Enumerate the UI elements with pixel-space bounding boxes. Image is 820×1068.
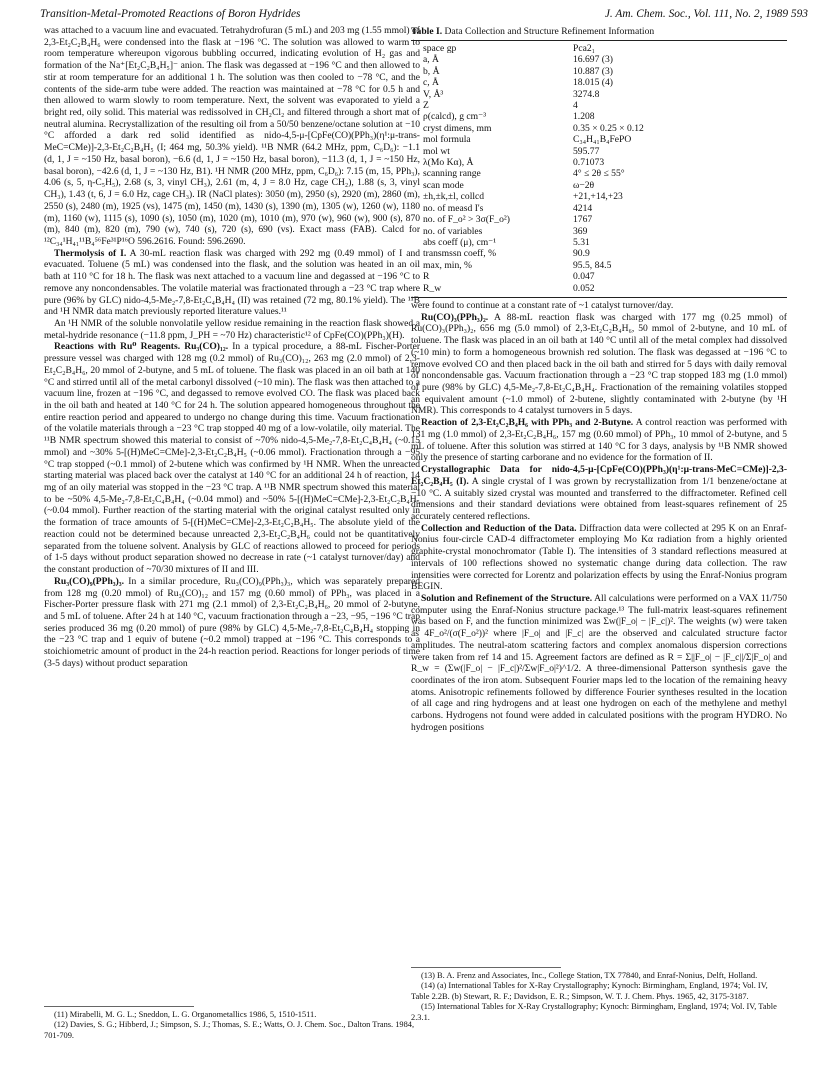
paragraph-heading: Thermolysis of I.	[54, 247, 127, 259]
table-cell-value: 0.047	[573, 271, 595, 283]
table-cell-label: Z	[423, 100, 429, 112]
table-row	[411, 203, 787, 214]
footnote: (13) B. A. Frenz and Associates, Inc., College Station, TX 77840, and Enraf-Nonius, Delft, Holland.	[421, 971, 758, 980]
table-cell-value: 10.887 (3)	[573, 65, 613, 77]
table-cell-value: 90.9	[573, 248, 590, 260]
table-row	[411, 248, 787, 259]
table-caption-label: Table I.	[411, 26, 443, 37]
paragraph-text: A 88-mL reaction flask was charged with 177 mg (0.25 mmol) of Ru(CO)₃(PPh₃)₂, 656 mg (5.0 mmol) of 2,3-Et₂C₂B₄H₆, 50 mmol of 2-butyne, and 10 mL of toluene. The flask was placed in an oil bath at 140 °C until all of the metal complex had dissolved (~10 min) to form a homogeneous brownish red solution. The flask was degassed at −196 °C to remove evolved CO and then placed back in the oil bath and stirred for 5 days with daily removal of noncondensable gas. Vacuum fractionation through a −23 °C trap stopped 183 mg (1.0 mmol) of pure (98% by GLC) 4,5-Me₂-7,8-Et₂C₄B₄H₄. Fractionation of the remaining volatiles stopped an equivalent amount (~1.0 mmol) of 2-butene, slightly contaminated with 2-butyne (by ¹H NMR). This corresponds to 4 catalyst turnovers in 5 days.	[411, 311, 787, 417]
table-cell-label: no. of variables	[423, 225, 483, 237]
table-cell-label: R_w	[423, 282, 442, 294]
table-cell-value: Pca2₁	[573, 43, 595, 54]
paragraph-text: An ¹H NMR of the soluble nonvolatile yellow residue remaining in the reaction flask showed a metal-hydride resonance (−11.8 ppm, J_PH = ~70 Hz) characteristic¹² of CpFe(CO)(PPh₃)(H).	[44, 317, 420, 341]
table-cell-label: max, min, %	[423, 259, 473, 271]
table-cell-label: c, Å	[423, 77, 439, 89]
paragraph-text: All calculations were performed on a VAX 11/750 computer using the Enraf-Nonius structure package.¹³ The full-matrix least-squares refinement was based on F, and the function minimized was Σw(|F_o| − |F_c|)². The weights (w) were taken as 4F_o²/(σ(F_o²))² where |F_o| and |F_c| are the observed and calculated structure factor amplitudes. The neutral-atom scattering factors and complex anomalous dispersion corrections were taken from ref 14 and 15. Agreement factors are defined as R = Σ||F_o| − |F_c||/Σ|F_o| and R_w = (Σw(|F_o| − |F_c|)²/Σw|F_o|²)^1/2. A three-dimensional Patterson synthesis gave the coordinates of the iron atom. Subsequent Fourier maps led to the location of the remaining heavy atoms. Anisotropic refinements followed by difference Fourier syntheses resulted in the location of all cage and ring hydrogens and at least one hydrogen on each of the methylene and methyl carbons. Hydrogens not found were added in calculated positions with the program HYDRO. No hydrogen positions	[411, 592, 787, 733]
table-cell-value: 4	[573, 100, 578, 112]
footnote: (15) International Tables for X-Ray Crystallography; Kynoch: Birmingham, England, 1974; Vol. IV, Table 2.3.1.	[411, 1002, 777, 1022]
table-cell-label: ρ(calcd), g cm⁻³	[423, 111, 487, 123]
running-title: Transition-Metal-Promoted Reactions of Boron Hydrides	[40, 8, 301, 20]
footnote-rule-left	[44, 1006, 194, 1007]
right-column	[411, 300, 787, 734]
paragraph-text: In a typical procedure, a 88-mL Fischer-Porter pressure vessel was charged with 128 mg (0.2 mmol) of Ru₃(CO)₁₂, 263 mg (2.0 mmol) of 2,3-Et₂C₂B₄H₆, 20 mmol of 2-butyne, and 5 mL of toluene. The flask was placed in an oil bath at 140 °C and stirred until all of the metal carbonyl dissolved (~10 min). The flask was then attached to a vacuum line, frozen at −196 °C, and degassed to remove evolved CO. The flask was placed back in the oil bath and heated at 140 °C for 24 h. The solution appeared homogeneous throughout the entire reaction period and appeared to undergo no change during this time. Vacuum fractionation of the volatile materials through a −23 °C trap stopped 40 mg of a low-volatile, oily material. The ¹¹B NMR spectrum showed this material to consist of ~70% nido-4,5-Me₂-7,8-Et₂C₄B₄H₄ (~0.15 mmol) and ~30% 5-[(H)MeC=CMe]-2,3-Et₂C₂B₄H₅ (~0.06 mmol). Fractionation through a −95 °C trap stopped (~0.1 mmol) of 2-butene which was confirmed by ¹H NMR. When the unreacted starting material was placed back over the catalyst at 140 °C for an additional 24 h of reaction, 14 mg of an oily material was stopped in the −23 °C trap. A ¹¹B NMR spectrum showed this material to be ~50% 4,5-Me₂-7,8-Et₂C₄B₄H₄ (~0.04 mmol) and ~50% 5-[(H)MeC=CMe]-2,3-Et₂C₂B₄H₅ (~0.04 mmol). Further reaction of the starting material with the original catalyst resulted only in the formation of trace amounts of 5-[(H)MeC=CMe]-2,3-Et₂C₂B₄H₅. The absolute yield of the reaction could not be determined because unreacted 2,3-Et₂C₂B₄H₆ could not be quantitatively separated from the toluene solvent. Analysis by GLC of reactions allowed to proceed for periods of 1-5 days without product separation showed no decrease in rate (~1 catalyst turnover/day) and the constant production of ~70/30 mixtures of II and III.	[44, 341, 420, 576]
footnote-rule-right	[411, 967, 561, 968]
table-row	[411, 123, 787, 134]
table-row	[411, 180, 787, 191]
table-cell-value: C₃₄H₄₁B₄FePO	[573, 134, 632, 146]
table-row	[411, 168, 787, 179]
paragraph	[411, 417, 787, 464]
footnotes-left	[44, 1010, 420, 1041]
table-cell-value: 1.208	[573, 111, 595, 123]
table-cell-value: 1767	[573, 214, 593, 226]
table-body	[411, 40, 787, 298]
table-cell-label: a, Å	[423, 54, 439, 66]
table-cell-label: ±h,±k,±l, collcd	[423, 191, 485, 203]
journal-info: J. Am. Chem. Soc., Vol. 111, No. 2, 1989 593	[604, 8, 808, 20]
table-row	[411, 54, 787, 65]
paragraph	[411, 464, 787, 523]
paragraph-heading: Collection and Reduction of the Data.	[421, 522, 577, 534]
table-cell-value: 595.77	[573, 145, 600, 157]
paragraph-text: was attached to a vacuum line and evacuated. Tetrahydrofuran (5 mL) and 203 mg (1.55 mmol) of 2,3-Et₂C₂B₄H₆ were condensed into the flask at −196 °C. The solution was allowed to warm to room temperature whereupon vigorous bubbling occurred, indicating evolution of H₂ gas and formation of the Na⁺[Et₂C₂B₄H₅]⁻ anion. The flask was degassed at −196 °C and then allowed to stir at room temperature for an additional 1 h. The solution was then cooled to −78 °C, and the contents of the side-arm tube were added. The reaction was maintained at −78 °C for 0.5 h and then allowed to warm slowly to room temperature. Next, the solvent was evaporated to yield a bright red, oily solid. This material was redissolved in CH₂Cl₂ and filtered through a short mat of neutral alumina. Recrystallization of the resulting oil from a 50/50 benzene/octane solution at −10 °C afforded a dark red solid identified as nido-4,5-μ-[CpFe(CO)(PPh₃)(η¹:μ-trans-MeC=CMe)]-2,3-Et₂C₂B₄H₅ (I; 464 mg, 50.3% yield). ¹¹B NMR (64.2 MHz, ppm, C₆D₆): −1.1 (d, 1, J = ~150 Hz, basal boron), −6.6 (d, 1, J = ~150 Hz, basal boron), −11.3 (d, 1, J = ~150 Hz, basal boron), −42.6 (d, 1, J = ~130 Hz, B1). ¹H NMR (200 MHz, ppm, C₆D₆): 7.15 (m, 15, PPh₃), 4.06 (s, 5, η-C₅H₅), 2.68 (s, 3, vinyl CH₃), 2.61 (m, 4, J = 8.0 Hz, cage CH₂), 1.88 (s, 3, vinyl CH₃), 1.43 (t, 6, J = 6.0 Hz, cage CH₃). IR (NaCl plates): 3050 (m), 2950 (s), 2920 (m), 2860 (m), 2550 (s), 2480 (m), 1925 (vs), 1475 (m), 1450 (m), 1430 (s), 1390 (m), 1305 (w), 1260 (w), 1180 (m), 1160 (w), 1115 (s), 1090 (s), 1050 (m), 1020 (m), 1010 (m), 970 (w), 960 (w), 900 (s), 870 (m), 840 (m), 820 (m), 790 (w), 740 (s), 720 (s), 690 (vs). Exact mass (FAB). Calcd for ¹²C₃₄¹H₄₁¹¹B₄⁵⁶Fe³¹P¹⁶O 596.2616. Found: 596.2690.	[44, 25, 420, 247]
table-row	[411, 146, 787, 157]
paragraph	[44, 576, 420, 670]
running-header	[40, 4, 808, 24]
table-cell-label: cryst dimens, mm	[423, 122, 492, 134]
table-caption	[411, 26, 787, 37]
table-cell-value: 0.052	[573, 282, 595, 294]
footnote: (11) Mirabelli, M. G. L.; Sneddon, L. G. Organometallics 1986, 5, 1510-1511.	[54, 1010, 317, 1019]
table-cell-label: scanning range	[423, 168, 481, 180]
left-column	[44, 25, 420, 670]
paragraph-text: were found to continue at a constant rate of ~1 catalyst turnover/day.	[411, 300, 674, 311]
table-row	[411, 214, 787, 225]
paragraph-heading: Ru(CO)₃(PPh₃)₂.	[421, 311, 489, 323]
table-cell-value: 95.5, 84.5	[573, 259, 612, 271]
table-cell-value: ω−2θ	[573, 179, 595, 191]
table-cell-value: 369	[573, 225, 588, 237]
table-cell-label: V, Å³	[423, 88, 444, 100]
paragraph	[44, 341, 420, 575]
table-cell-value: 18.015 (4)	[573, 77, 613, 89]
footnote: (14) (a) International Tables for X-Ray Crystallography; Kynoch: Birmingham, England, 1974; Vol. IV, Table 2.2B. (b) Stewart, R. F.; Davidson, E. R.; Simpson, W. T. J. Chem. Phys. 1965, 42, 3175-3187.	[411, 981, 768, 1001]
paragraph	[411, 593, 787, 734]
table-row	[411, 157, 787, 168]
paragraph-text: In a similar procedure, Ru₃(CO)₉(PPh₃)₃, which was separately prepared from 128 mg (0.20 mmol) of Ru₃(CO)₁₂ and 157 mg (0.60 mmol) of PPh₃, was placed in a Fischer-Porter pressure flask with 271 mg (2.1 mmol) of 2,3-Et₂C₂B₄H₆, 20 mmol of 2-butyne, and 5 mL of toluene. After 24 h at 140 °C, vacuum fractionation through a −23, −95, −196 °C trap series produced 36 mg (0.20 mmol) of pure (98% by GLC) 4,5-Me₂-7,8-Et₂C₄B₄H₄ stopping in the −23 °C trap and 1 equiv of butene (~0.2 mmol) trapped at −196 °C. This corresponds to a stoichiometric amount of product in the 24-h reaction period. Reactions for longer periods of time (3-5 days) without product separation	[44, 575, 420, 669]
paragraph	[44, 318, 420, 341]
paragraph-heading: Reaction of 2,3-Et₂C₂B₄H₆ with PPh₃ and 2-Butyne.	[421, 417, 634, 429]
paragraph	[411, 523, 787, 593]
table-cell-value: 0.35 × 0.25 × 0.12	[573, 122, 644, 134]
table-cell-label: scan mode	[423, 179, 464, 191]
paragraph-heading: Ru₃(CO)₉(PPh₃)₃.	[54, 575, 125, 587]
table-row	[411, 260, 787, 271]
table-cell-value: 4214	[573, 202, 593, 214]
table-row	[411, 100, 787, 111]
table-row	[411, 111, 787, 122]
table-cell-label: space gp	[423, 43, 457, 54]
paragraph-text: A 30-mL reaction flask was charged with 292 mg (0.49 mmol) of I and evacuated. Toluene (5 mL) was condensed into the flask, and the solution was heated in an oil bath at 110 °C for 18 h. The flask was next attached to a vacuum line and degassed at −196 °C to remove any noncondensables. The volatile material was fractionated through a −23 °C trap where pure (96% by GLC) nido-4,5-Me₂-7,8-Et₂C₄B₄H₄ (II) was retained (72 mg, 80.1% yield). The ¹¹B and ¹H NMR data match previously reported literature values.¹¹	[44, 247, 420, 318]
paragraph-heading: Crystallographic Data for nido-4,5-μ-[CpFe(CO)(PPh₃)(η¹:μ-trans-MeC=CMe)]-2,3-Et₂C₂B₄H₅ (I).	[411, 464, 787, 487]
table-cell-label: R	[423, 271, 430, 283]
paragraph	[44, 25, 420, 248]
paragraph-text: A control reaction was performed with 131 mg (1.0 mmol) of 2,3-Et₂C₂B₄H₆, 157 mg (0.60 mmol) of PPh₃, 10 mmol of 2-butyne, and 5 mL of toluene. After this solution was stirred at 140 °C for 3 days, analysis by ¹¹B NMR showed only the presence of starting carborane and no evidence for the formation of II.	[411, 417, 787, 464]
table-cell-label: mol wt	[423, 145, 450, 157]
table-cell-label: transmssn coeff, %	[423, 248, 497, 260]
table-cell-value: 3274.8	[573, 88, 600, 100]
table-cell-value: 0.71073	[573, 157, 605, 169]
table-row	[411, 283, 787, 294]
table-row	[411, 271, 787, 282]
footnote: (12) Davies, S. G.; Hibberd, J.; Simpson, S. J.; Thomas, S. E.; Watts, O. J. Chem. Soc., Dalton Trans. 1984, 701-709.	[44, 1020, 415, 1040]
table-row	[411, 43, 787, 54]
table-cell-label: mol formula	[423, 134, 471, 146]
table-cell-label: abs coeff (μ), cm⁻¹	[423, 236, 497, 248]
paragraph	[44, 248, 420, 318]
table-row	[411, 191, 787, 202]
table-cell-label: λ(Mo Kα), Å	[423, 157, 474, 169]
table-caption-text: Data Collection and Structure Refinement Information	[442, 26, 655, 37]
paragraph	[411, 312, 787, 417]
table-row	[411, 89, 787, 100]
table-cell-label: b, Å	[423, 65, 440, 77]
table-row	[411, 66, 787, 77]
table-row	[411, 77, 787, 88]
table-cell-label: no. of measd I's	[423, 202, 484, 214]
table-cell-value: +21,+14,+23	[573, 191, 623, 203]
table-cell-value: 16.697 (3)	[573, 54, 613, 66]
paragraph-text: Diffraction data were collected at 295 K on an Enraf-Nonius four-circle CAD-4 diffractometer employing Mo Kα radiation from a highly oriented graphite-crystal monochromator (Table I). The intensities of 3 standard reflections measured at intervals of 100 reflections showed no systematic change during data collection. The raw intensities were corrected for Lorentz and polarization effects by using the Enraf-Nonius program BEGIN.	[411, 522, 787, 593]
table-row	[411, 237, 787, 248]
table-cell-value: 4° ≤ 2θ ≤ 55°	[573, 168, 625, 180]
table-cell-label: no. of F_o² > 3σ(F_o²)	[423, 214, 510, 226]
table-cell-value: 5.31	[573, 236, 590, 248]
table-row	[411, 226, 787, 237]
paragraph-heading: Reactions with Ru⁰ Reagents. Ru₃(CO)₁₂.	[54, 341, 229, 353]
paragraph-heading: Solution and Refinement of the Structure.	[421, 592, 593, 604]
table-row	[411, 134, 787, 145]
table-1	[411, 26, 787, 298]
footnotes-right	[411, 971, 787, 1023]
paragraph	[411, 300, 787, 312]
paragraph-text: A single crystal of I was grown by recrystallization from 1/1 benzene/octane at −10 °C. A suitably sized crystal was mounted and transferred to the diffractometer. Refined cell dimensions and their standard deviations were obtained from least-squares refinement of 25 accurately centered reflections.	[411, 475, 788, 522]
